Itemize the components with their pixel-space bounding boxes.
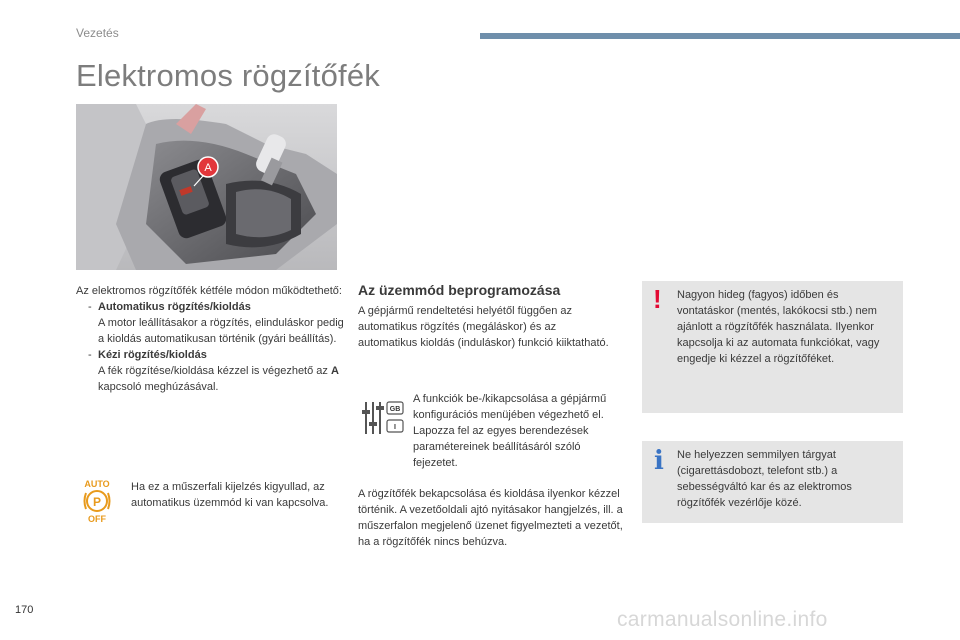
item-title: Kézi rögzítés/kioldás xyxy=(98,349,207,361)
p-label: P xyxy=(92,495,102,509)
intro-text: Az elektromos rögzítőfék kétféle módon működtethető: xyxy=(76,285,342,297)
list-item xyxy=(76,347,346,395)
off-label: OFF xyxy=(88,514,106,524)
i-tag: I xyxy=(394,424,396,431)
section-label: Vezetés xyxy=(76,26,119,40)
callout-letter: A xyxy=(204,162,212,174)
switch-letter: A xyxy=(330,365,339,377)
item-text: A fék rögzítése/kioldása kézzel is végezhető az xyxy=(98,365,331,377)
info-text: Ne helyezzen semmilyen tárgyat (cigarettásdobozt, telefont stb.) a sebességváltó kar és az elektromos rögzítőfék vezérlője közé. xyxy=(677,449,852,509)
gb-tag: GB xyxy=(389,406,401,413)
list-item xyxy=(76,299,346,347)
auto-p-off-icon xyxy=(80,478,114,524)
paragraph-3: A rögzítőfék bekapcsolása és kioldása ilyenkor kézzel történik. A vezetőoldali ajtó nyitásakor hangjelzés, ill. a műszerfalon megjelenő üzenet figyelmezteti a vezetőt, ha a rögzítőfék nincs behúzva. xyxy=(358,488,623,548)
paragraph-2: A funkciók be-/kikapcsolása a gépjármű konfigurációs menüjében végezhető el. Lapozza fel az egyes berendezések paramétereinek beállításáról szóló fejezetet. xyxy=(413,393,607,469)
config-settings-icon xyxy=(360,398,406,438)
left-column xyxy=(76,283,346,395)
auto-off-note: Ha ez a műszerfali kijelzés kigyullad, az automatikus üzemmód ki van kapcsolva. xyxy=(131,481,329,509)
parking-brake-illustration xyxy=(76,104,337,270)
page-title: Elektromos rögzítőfék xyxy=(76,58,380,93)
auto-label: AUTO xyxy=(84,479,110,489)
list-dash: - xyxy=(88,301,92,313)
item-title: Automatikus rögzítés/kioldás xyxy=(98,301,251,313)
page-number: 170 xyxy=(15,604,34,616)
paragraph-1: A gépjármű rendeltetési helyétől függően az automatikus rögzítés (megáláskor) és az automatikus kioldás (induláskor) funkció kiiktatható. xyxy=(358,305,609,349)
item-text-end: kapcsoló meghúzásával. xyxy=(98,381,219,393)
item-text: A motor leállításakor a rögzítés, elinduláskor pedig a kioldás automatikusan történik (gyári beállítás). xyxy=(98,317,344,345)
watermark: carmanualsonline.info xyxy=(617,608,828,631)
warning-text: Nagyon hideg (fagyos) időben és vontatáskor (mentés, lakókocsi stb.) nem ajánlott a rögzítőfék használata. Ilyenkor kapcsolja ki az automata funkciókat, vagy engedje ki kézzel a rögzítőféket. xyxy=(677,289,880,365)
section-heading: Az üzemmód beprogramozása xyxy=(358,282,561,298)
list-dash: - xyxy=(88,349,92,361)
parking-brake-photo xyxy=(76,104,337,270)
warning-icon: ! xyxy=(653,284,662,314)
header-accent-bar xyxy=(480,33,960,39)
info-icon: i xyxy=(654,446,664,476)
